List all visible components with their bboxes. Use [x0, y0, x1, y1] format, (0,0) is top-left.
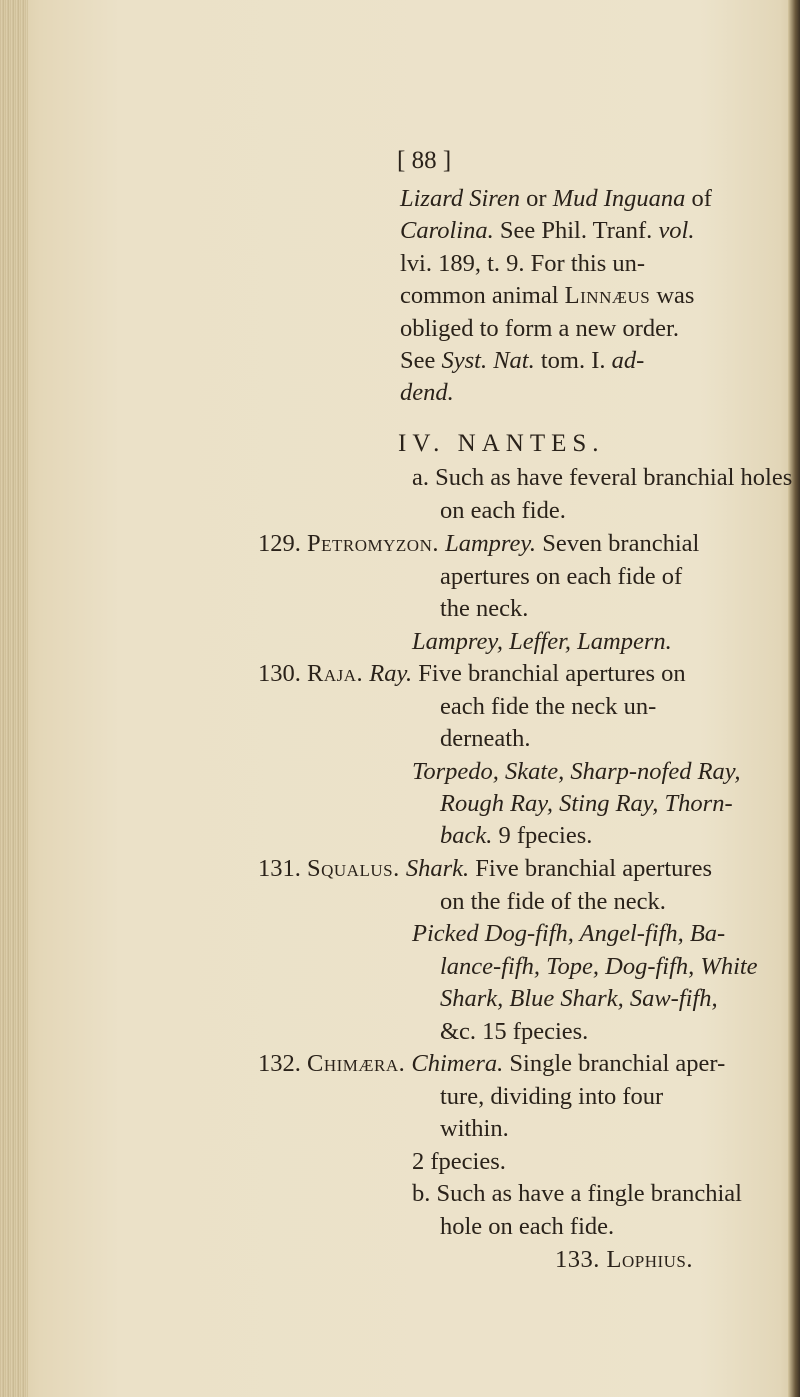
- siren-see: See: [400, 347, 442, 374]
- siren-ref: See Phil. Tranf.: [493, 217, 659, 244]
- entry-130-species: 9 fpecies.: [492, 822, 593, 849]
- siren-line-6: [400, 349, 644, 374]
- entry-132-genus: Chimæra.: [307, 1050, 406, 1077]
- siren-line-3: lvi. 189, t. 9. For this un-: [400, 250, 646, 277]
- section-title: IV. NANTES.: [398, 430, 605, 457]
- entry-130-desc-3: derneath.: [440, 725, 531, 752]
- entry-131-names-2: lance-fifh, Tope, Dog-fifh, White: [440, 953, 758, 980]
- entry-131-names-3: Shark, Blue Shark, Saw-fifh,: [440, 985, 718, 1012]
- siren-of: of: [685, 185, 712, 212]
- siren-line-1: [400, 187, 712, 212]
- entry-129-number: 129.: [258, 530, 301, 557]
- entry-130-names-2: Rough Ray, Sting Ray, Thorn-: [440, 790, 733, 817]
- entry-130-header: [258, 662, 686, 687]
- entry-130-names-1: Torpedo, Skate, Sharp-nofed Ray,: [412, 758, 741, 785]
- entry-130-desc-1: Five branchial apertures on: [418, 660, 686, 687]
- subsection-a-line-1: a. Such as have feveral branchial holes: [412, 464, 793, 491]
- entry-131-common: Shark.: [405, 855, 470, 882]
- catchword: 133. Lophius.: [555, 1246, 693, 1273]
- siren-tom: tom. I.: [534, 347, 612, 374]
- entry-132-desc-2: ture, dividing into four: [440, 1083, 664, 1110]
- siren-alt-name: Mud Inguana: [552, 185, 686, 212]
- entry-129-common: Lamprey.: [445, 530, 537, 557]
- entry-131-names-4: &c. 15 fpecies.: [440, 1018, 589, 1045]
- siren-line-4: [400, 284, 694, 309]
- entry-129-names: Lamprey, Leffer, Lampern.: [412, 628, 672, 655]
- entry-130-back: back.: [440, 822, 493, 849]
- entry-132-species: 2 fpecies.: [412, 1148, 506, 1175]
- entry-129-genus: Petromyzon.: [307, 530, 439, 557]
- entry-132-common: Chimera.: [411, 1050, 504, 1077]
- siren-name: Lizard Siren: [400, 185, 521, 212]
- entry-131-desc-2: on the fide of the neck.: [440, 888, 666, 915]
- entry-129-desc-3: the neck.: [440, 595, 529, 622]
- syst-nat: Syst. Nat.: [441, 347, 535, 374]
- entry-132-desc-1: Single branchial aper-: [509, 1050, 726, 1077]
- siren-vol: vol.: [658, 217, 695, 244]
- entry-130-desc-2: each fide the neck un-: [440, 693, 657, 720]
- entry-131-header: [258, 857, 712, 882]
- siren-l4a: common animal: [400, 282, 565, 309]
- entry-131-names-1: Picked Dog-fifh, Angel-fifh, Ba-: [412, 920, 726, 947]
- entry-129-desc-1: Seven branchial: [542, 530, 700, 557]
- entry-132-header: [258, 1052, 725, 1077]
- entry-130-number: 130.: [258, 660, 301, 687]
- entry-130-genus: Raja.: [307, 660, 364, 687]
- entry-132-number: 132.: [258, 1050, 301, 1077]
- entry-131-desc-1: Five branchial apertures: [475, 855, 712, 882]
- subsection-b-line-1: b. Such as have a fingle branchial: [412, 1180, 742, 1207]
- siren-line-2: [400, 219, 695, 244]
- siren-ad: ad-: [611, 347, 645, 374]
- entry-130-common: Ray.: [369, 660, 413, 687]
- entry-129-desc-2: apertures on each fide of: [440, 563, 683, 590]
- page-number: [ 88 ]: [397, 147, 452, 174]
- subsection-a-line-2: on each fide.: [440, 497, 566, 524]
- entry-129-header: [258, 532, 699, 557]
- siren-line-5: obliged to form a new order.: [400, 315, 679, 342]
- entry-131-number: 131.: [258, 855, 301, 882]
- entry-132-desc-3: within.: [440, 1115, 509, 1142]
- siren-or: or: [520, 185, 553, 212]
- siren-place: Carolina.: [400, 217, 494, 244]
- siren-line-7: dend.: [400, 379, 454, 406]
- entry-131-genus: Squalus.: [307, 855, 400, 882]
- linnaeus-name: Linnæus: [564, 282, 651, 309]
- page-left-edge: [0, 0, 28, 1397]
- page-right-edge: [788, 0, 800, 1397]
- entry-130-names-3: [440, 824, 592, 849]
- subsection-b-line-2: hole on each fide.: [440, 1213, 615, 1240]
- siren-l4b: was: [650, 282, 695, 309]
